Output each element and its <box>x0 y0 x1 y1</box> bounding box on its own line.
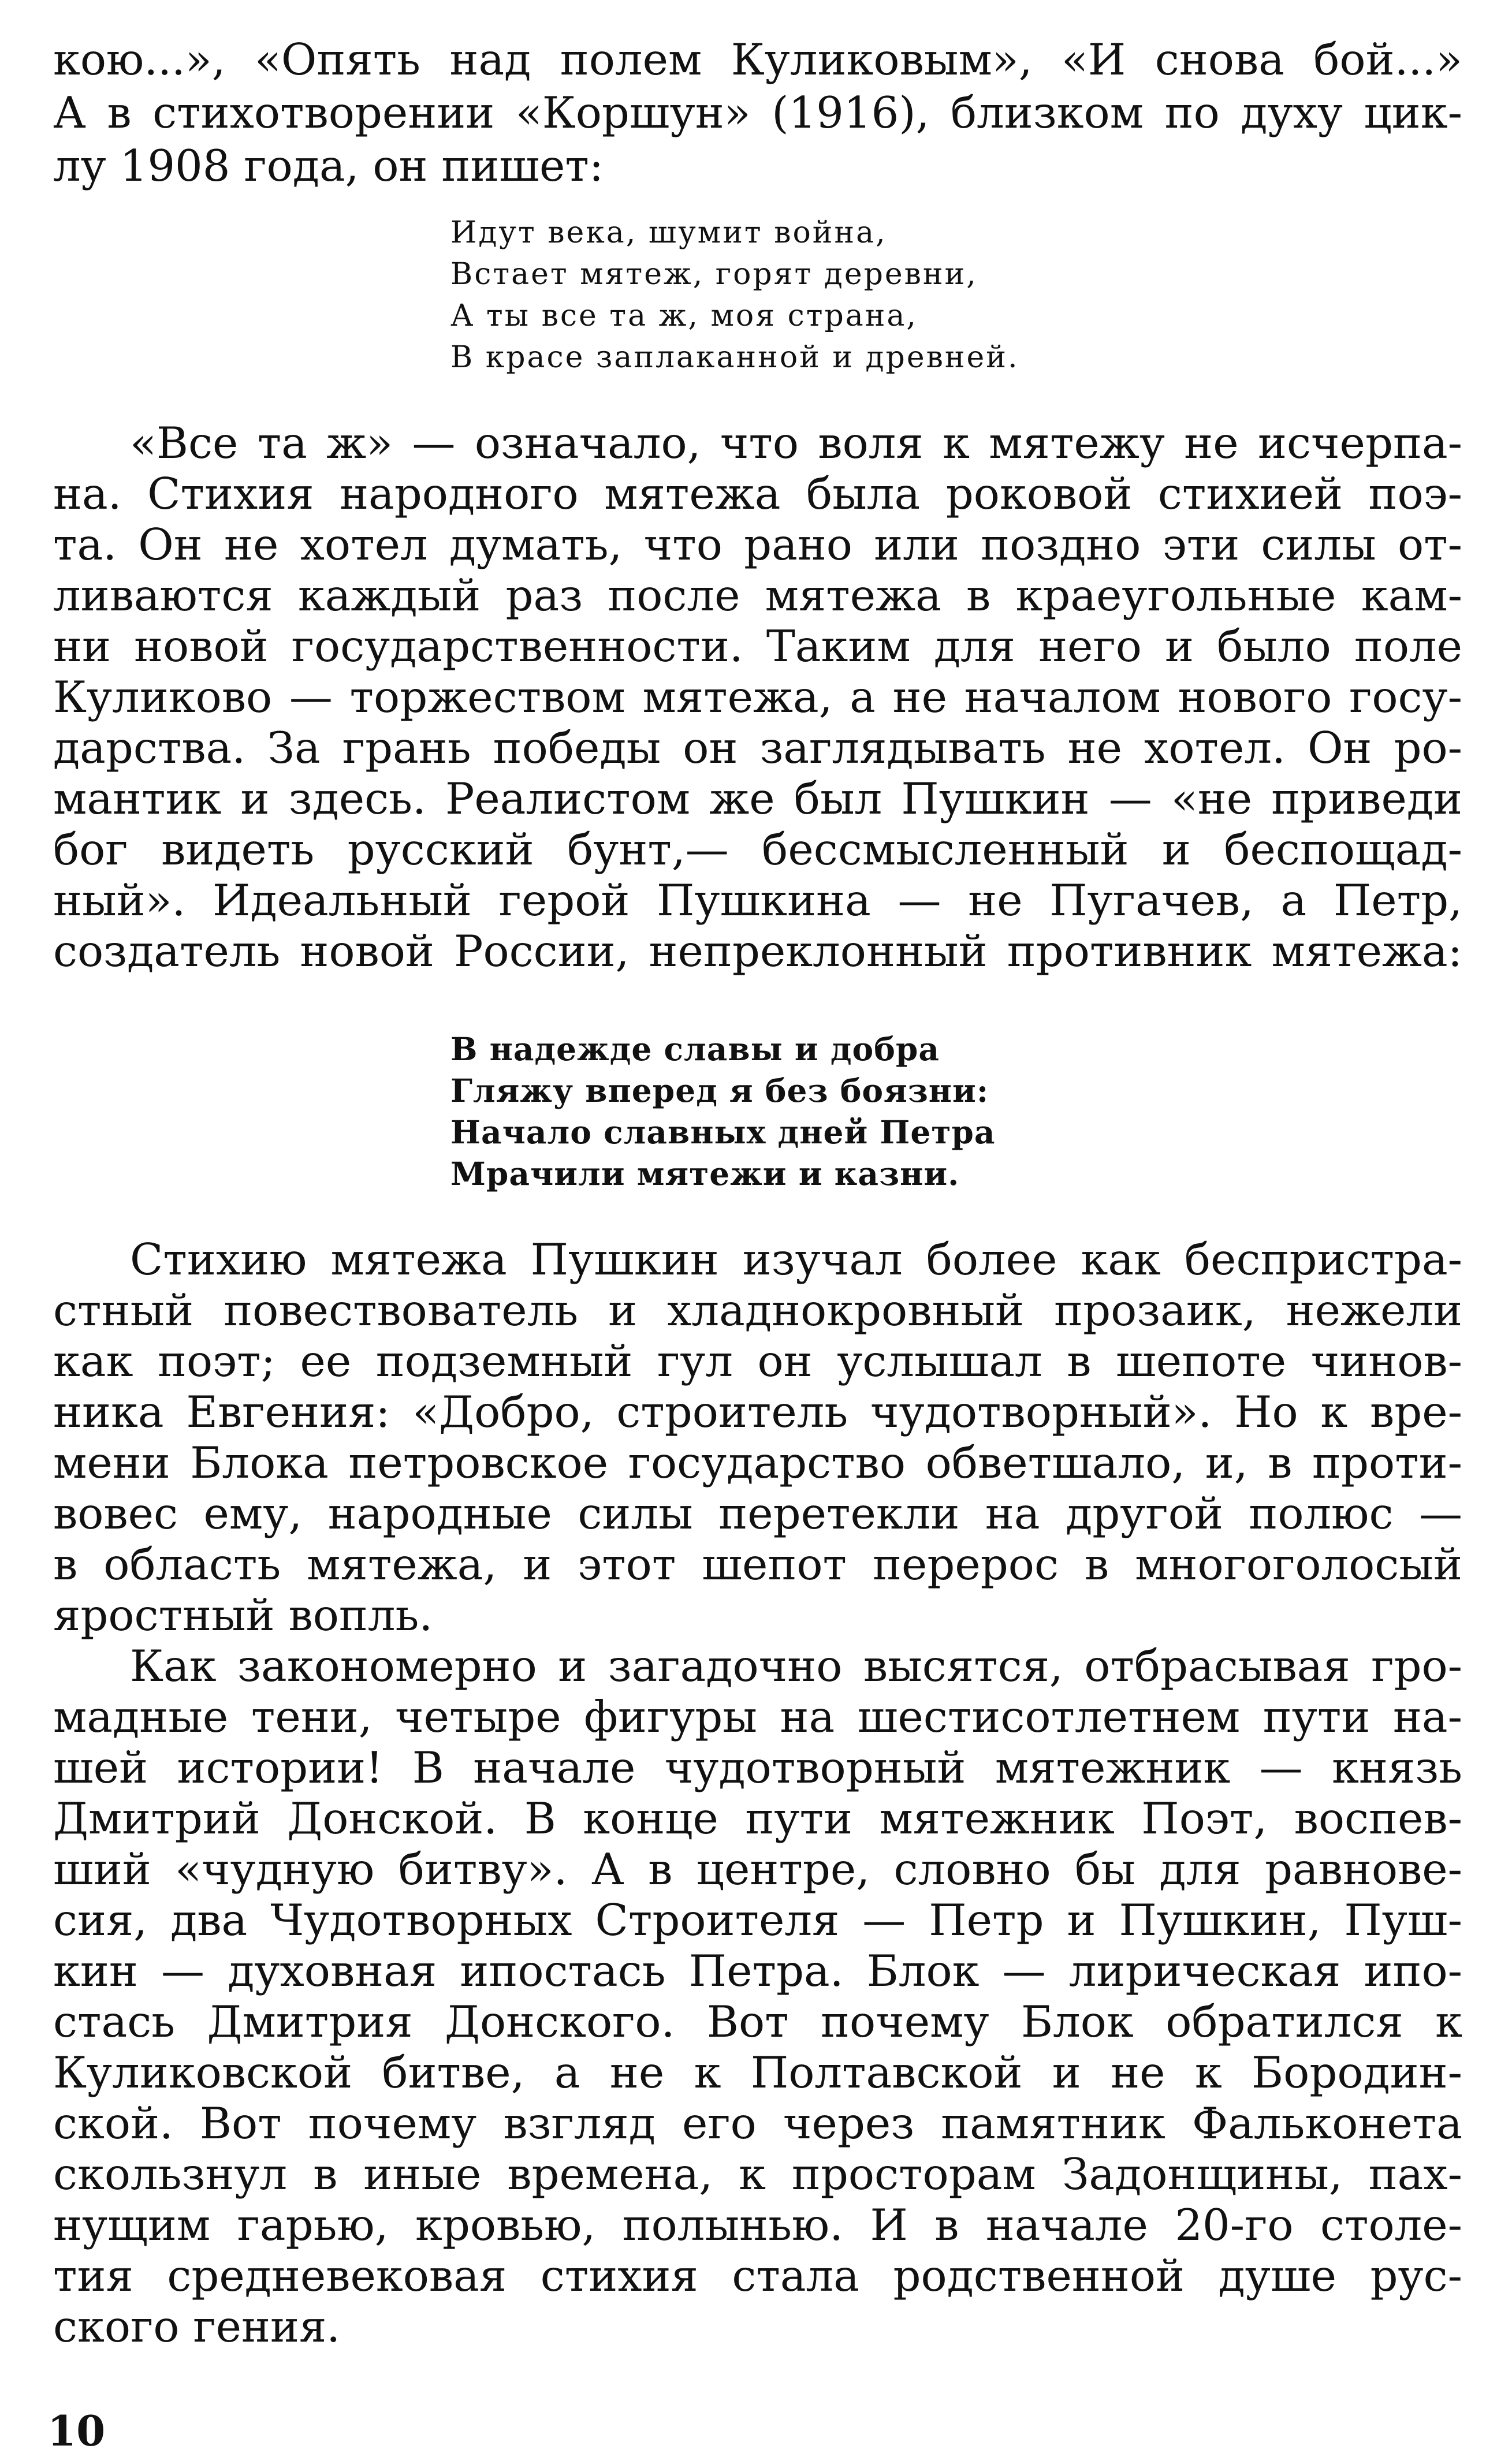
text-line: Дмитрий Донской. В конце пути мятежник Поэт, воспев- <box>53 1793 1462 1844</box>
text-line: мантик и здесь. Реалистом же был Пушкин — «не приведи <box>53 773 1462 824</box>
text-line: скользнул в иные времена, к просторам Задонщины, пах- <box>53 2149 1462 2200</box>
text-line: создатель новой России, непреклонный противник мятежа: <box>53 926 1462 976</box>
text-line: ливаются каждый раз после мятежа в краеугольные кам- <box>53 570 1462 621</box>
poem-line: В надежде славы и добра <box>450 1030 940 1068</box>
text-line: тия средневековая стихия стала родственной душе рус- <box>53 2250 1462 2301</box>
text-line: ника Евгения: «Добро, строитель чудотворный». Но к вре- <box>53 1386 1462 1437</box>
text-line: ший «чудную битву». А в центре, словно бы для равнове- <box>53 1844 1462 1895</box>
text-line: мадные тени, четыре фигуры на шестисотлетнем пути на- <box>53 1691 1462 1742</box>
text-line: дарства. За грань победы он заглядывать не хотел. Он ро- <box>53 722 1462 773</box>
text-line: в область мятежа, и этот шепот перерос в многоголосый <box>53 1539 1462 1590</box>
text-line: стный повествователь и хладнокровный прозаик, нежели <box>53 1285 1462 1336</box>
text-line: ского гения. <box>53 2301 341 2352</box>
poem-line: Идут века, шумит война, <box>450 215 887 250</box>
page-number: 10 <box>47 2406 106 2455</box>
text-line: мени Блока петровское государство обветшало, и, в проти- <box>53 1437 1462 1488</box>
text-line: Как закономерно и загадочно высятся, отбрасывая гро- <box>130 1641 1462 1691</box>
text-line: вовес ему, народные силы перетекли на другой полюс — <box>53 1488 1462 1539</box>
text-line: шей истории! В начале чудотворный мятежник — князь <box>53 1742 1462 1793</box>
text-line: А в стихотворении «Коршун» (1916), близком по духу цик- <box>53 87 1462 138</box>
poem-line: В красе заплаканной и древней. <box>450 340 1019 375</box>
text-line: стась Дмитрия Донского. Вот почему Блок обратился к <box>53 1996 1462 2047</box>
text-line: та. Он не хотел думать, что рано или поздно эти силы от- <box>53 519 1462 570</box>
poem-line: Начало славных дней Петра <box>450 1113 996 1151</box>
text-line: Куликовской битве, а не к Полтавской и не к Бородин- <box>53 2047 1462 2098</box>
poem-line: А ты все та ж, моя страна, <box>450 299 918 333</box>
text-line: кою...», «Опять над полем Куликовым», «И снова бой...» <box>53 34 1462 85</box>
poem-line: Гляжу вперед я без боязни: <box>450 1072 989 1109</box>
text-line: кин — духовная ипостась Петра. Блок — лирическая ипо- <box>53 1945 1462 1996</box>
text-line: ской. Вот почему взгляд его через памятник Фальконета <box>53 2098 1462 2149</box>
text-line: бог видеть русский бунт,— бессмысленный и беспощад- <box>53 824 1462 875</box>
text-line: как поэт; ее подземный гул он услышал в шепоте чинов- <box>53 1336 1462 1386</box>
text-line: яростный вопль. <box>53 1590 433 1641</box>
text-line: «Все та ж» — означало, что воля к мятежу не исчерпа- <box>130 417 1462 468</box>
poem-line: Мрачили мятежи и казни. <box>450 1155 960 1192</box>
text-line: на. Стихия народного мятежа была роковой стихией поэ- <box>53 468 1462 519</box>
poem-line: Встает мятеж, горят деревни, <box>450 257 978 292</box>
text-line: ни новой государственности. Таким для него и было поле <box>53 621 1462 672</box>
text-line: нущим гарью, кровью, полынью. И в начале 20-го столе- <box>53 2200 1462 2250</box>
text-line: сия, два Чудотворных Строителя — Петр и Пушкин, Пуш- <box>53 1895 1462 1945</box>
text-line: лу 1908 года, он пишет: <box>53 140 604 191</box>
text-line: Стихию мятежа Пушкин изучал более как беспристра- <box>130 1234 1462 1285</box>
text-line: Куликово — торжеством мятежа, а не началом нового госу- <box>53 672 1462 722</box>
text-line: ный». Идеальный герой Пушкина — не Пугачев, а Петр, <box>53 875 1462 926</box>
